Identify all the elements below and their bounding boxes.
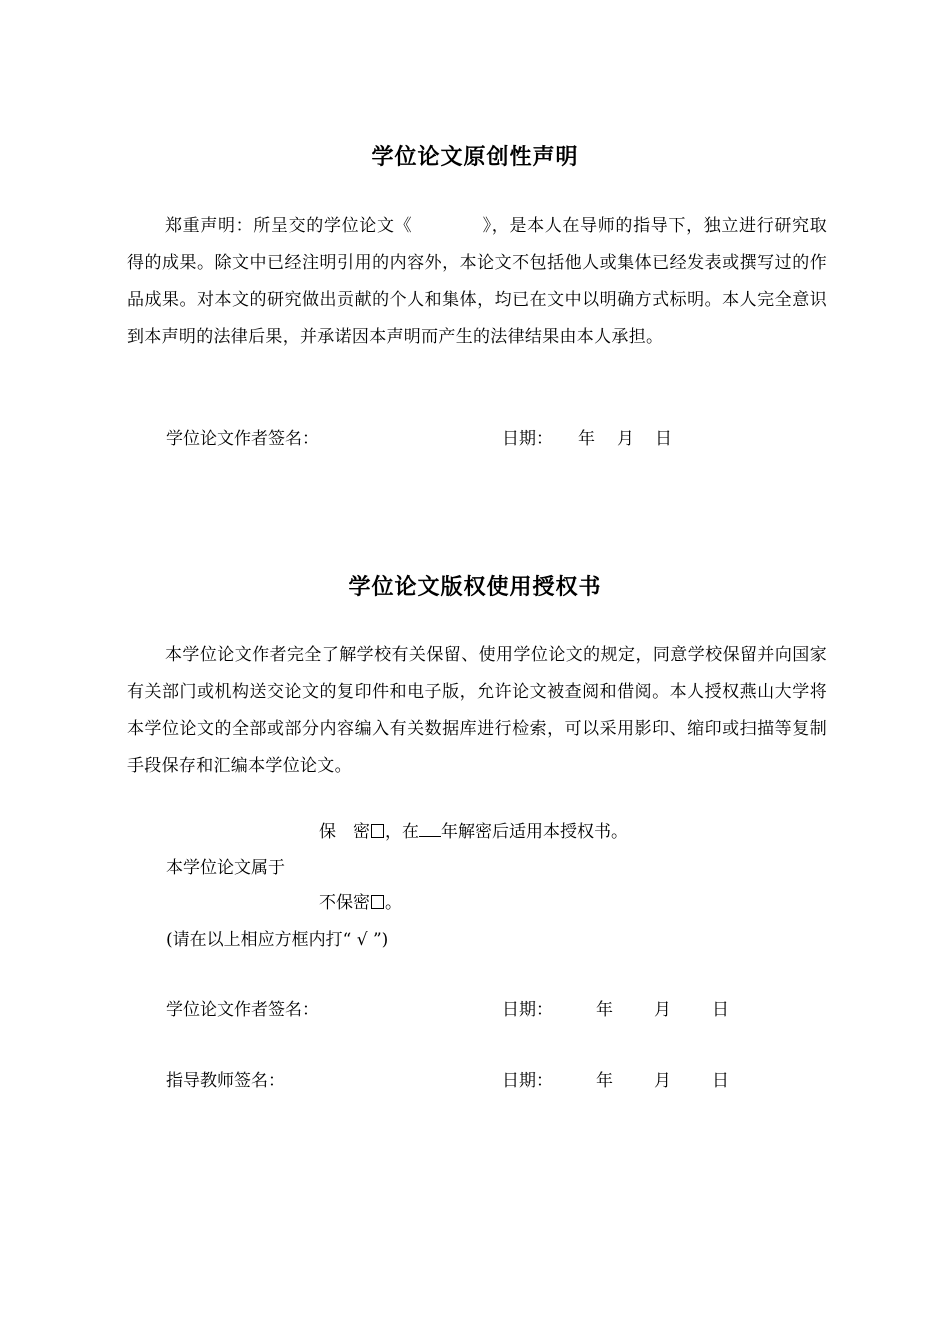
declassify-years-blank[interactable]	[419, 822, 441, 837]
declaration-month-label: 月	[617, 429, 634, 449]
declaration-author-signature-label: 学位论文作者签名：	[166, 429, 319, 449]
secret-option	[319, 820, 628, 844]
declaration-paragraph	[127, 208, 827, 356]
authorization-author-month-label: 月	[654, 1000, 671, 1020]
declaration-text-start: 郑重声明：所呈交的学位论文《	[165, 216, 413, 236]
checkbox-instruction: (请在以上相应方框内打“ √ ”)	[166, 930, 389, 950]
declaration-year-label: 年	[578, 429, 595, 449]
belongs-label: 本学位论文属于	[166, 858, 285, 878]
authorization-title: 学位论文版权使用授权书	[348, 575, 602, 600]
authorization-author-date-label: 日期：	[502, 1000, 553, 1020]
not-secret-option	[319, 891, 402, 915]
advisor-day-label: 日	[712, 1071, 729, 1091]
advisor-date-label: 日期：	[502, 1071, 553, 1091]
advisor-year-label: 年	[596, 1071, 613, 1091]
declaration-title: 学位论文原创性声明	[371, 145, 579, 170]
advisor-month-label: 月	[654, 1071, 671, 1091]
authorization-author-day-label: 日	[712, 1000, 729, 1020]
not-secret-label: 不保密	[319, 893, 370, 913]
authorization-author-signature-label: 学位论文作者签名：	[166, 1000, 319, 1020]
secret-after-text: ，在	[385, 822, 419, 842]
secret-checkbox[interactable]	[371, 824, 384, 838]
authorization-paragraph: 本学位论文作者完全了解学校有关保留、使用学位论文的规定，同意学校保留并向国家有关部门或机构送交论文的复印件和电子版，允许论文被查阅和借阅。本人授权燕山大学将本学位论文的全部或部分内容编入有关数据库进行检索，可以采用影印、缩印或扫描等复制手段保存和汇编本学位论文。	[127, 645, 827, 776]
not-secret-checkbox[interactable]	[371, 895, 384, 909]
declaration-date-label: 日期：	[502, 429, 553, 449]
declaration-day-label: 日	[655, 429, 672, 449]
authorization-author-year-label: 年	[596, 1000, 613, 1020]
not-secret-end: 。	[385, 893, 402, 913]
declaration-text-rest: 》，是本人在导师的指导下，独立进行研究取得的成果。除文中已经注明引用的内容外，本论文不包括他人或集体已经发表或撰写过的作品成果。对本文的研究做出贡献的个人和集体，均已在文中以明确方式标明。本人完全意识到本声明的法律后果，并承诺因本声明而产生的法律结果由本人承担。	[127, 216, 827, 347]
secret-label: 保 密	[319, 822, 370, 842]
secret-rest-text: 年解密后适用本授权书。	[441, 822, 628, 842]
advisor-signature-label: 指导教师签名：	[166, 1071, 285, 1091]
